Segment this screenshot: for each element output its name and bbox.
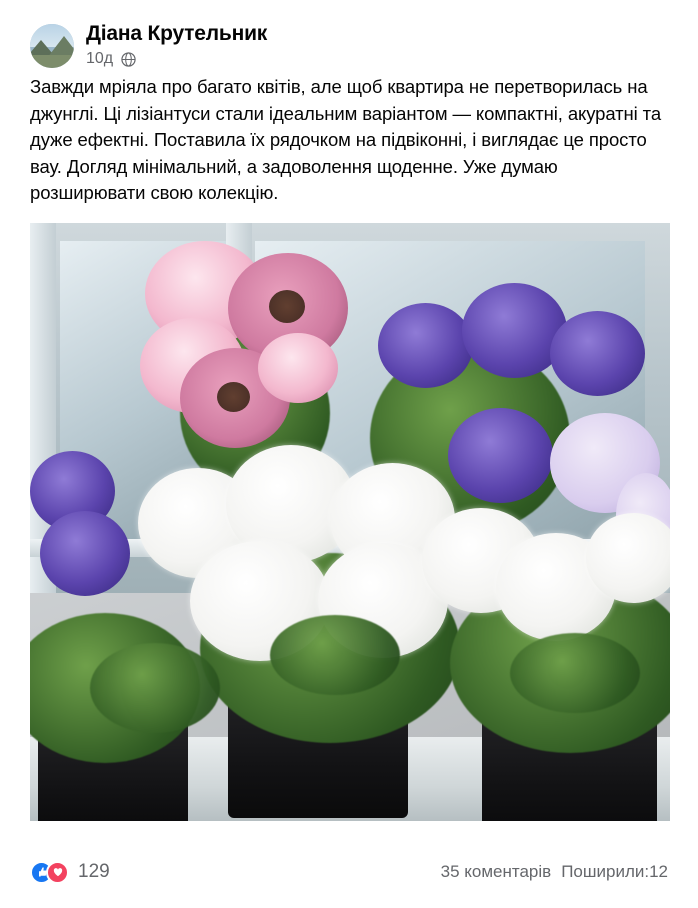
post-footer-stats: [441, 862, 668, 882]
post-header-text: [86, 22, 267, 68]
globe-icon: [121, 52, 136, 67]
post-photo[interactable]: [30, 223, 670, 821]
photo-flower-purple-4: [448, 408, 553, 503]
photo-foliage-pot1: [90, 643, 220, 733]
photo-flower-core: [269, 290, 305, 323]
photo-flower-purple-6: [40, 511, 130, 596]
post-header: [0, 0, 698, 67]
author-name[interactable]: Діана Крутельник: [86, 22, 268, 45]
comment-count[interactable]: 35 коментарів: [440, 862, 552, 881]
photo-flower-purple-1: [378, 303, 473, 388]
avatar-ground: [30, 55, 74, 68]
post-timestamp[interactable]: 10д: [86, 50, 114, 67]
post-footer: [0, 836, 698, 908]
share-count[interactable]: Поширили:12: [561, 862, 668, 881]
photo-flower-pink-5: [258, 333, 338, 403]
post-meta: [86, 50, 267, 68]
photo-canvas: [30, 223, 670, 821]
avatar[interactable]: [30, 24, 74, 68]
photo-flower-purple-3: [550, 311, 645, 396]
photo-flower-core: [217, 382, 250, 412]
reaction-icons: [30, 861, 69, 884]
photo-foliage-pot2: [270, 615, 400, 695]
post-text: Завжди мріяла про багато квітів, але щоб квартира не перетворилась на джунглі. Ці лізіантуси стали ідеальним варіантом — компактні, акуратні та дуже ефектні. Поставила їх рядочком на підвіконні, і виглядає це просто вау. Догляд мінімальний, а задоволення щоденне. Уже думаю розширювати свою колекцію.: [30, 76, 667, 203]
reaction-count: 129: [78, 861, 110, 882]
reactions-summary[interactable]: [30, 861, 110, 884]
photo-foliage-pot3: [510, 633, 640, 713]
photo-flower-white-8: [586, 513, 670, 603]
heart-icon: [46, 861, 69, 884]
